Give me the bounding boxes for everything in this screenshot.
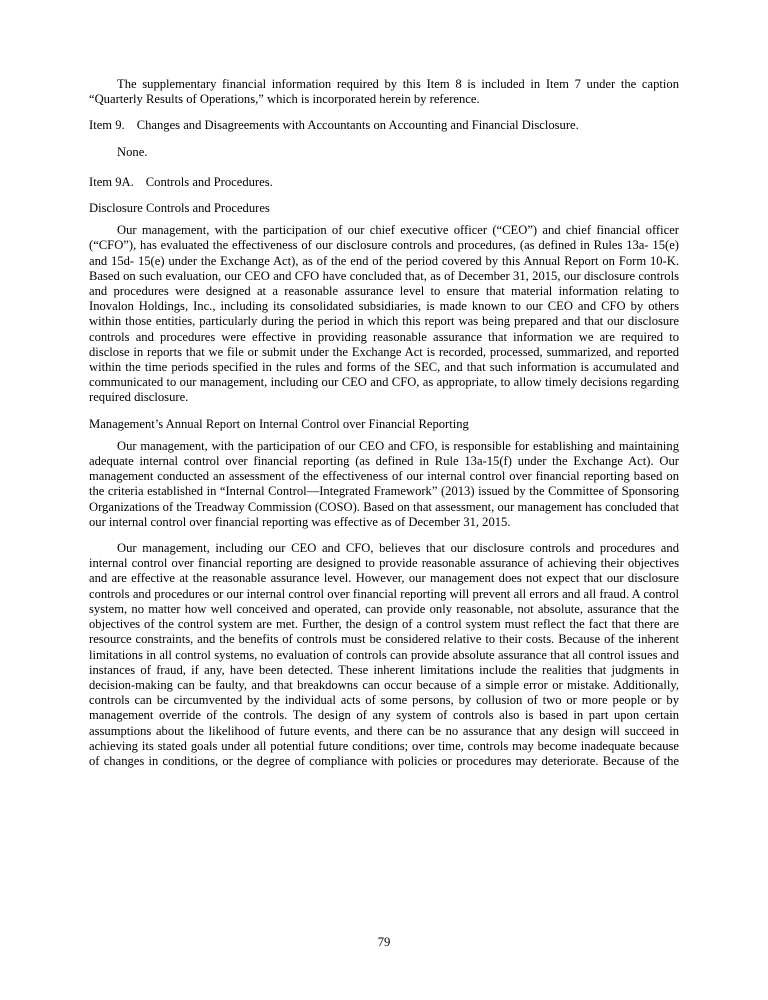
item-9-title: Changes and Disagreements with Accountants on Accounting and Financial Disclosure. [136, 118, 579, 133]
item-9a-title: Controls and Procedures. [145, 174, 273, 189]
item-9-label: Item 9. [89, 118, 125, 133]
disclosure-controls-heading: Disclosure Controls and Procedures [89, 201, 270, 216]
page-number: 79 [377, 934, 391, 949]
item-9-heading [89, 118, 679, 133]
management-report-paragraph-1: Our management, with the participation of our CEO and CFO, is responsible for establishing and maintaining adequate internal control over financial reporting (as defined in Rule 13a-15(f) under the Exchange Act). Our management conducted an assessment of the effectiveness of our internal control over financial reporting based on the criteria established in “Internal Control—Integrated Framework” (2013) issued by the Committee of Sponsoring Organizations of the Treadway Commission (COSO). Based on that assessment, our management has concluded that our internal control over financial reporting was effective as of December 31, 2015. [89, 438, 679, 529]
item-9-none-paragraph: None. [117, 144, 148, 159]
page-content [89, 77, 679, 769]
intro-paragraph: The supplementary financial information required by this Item 8 is included in Item 7 under the caption “Quarterly Results of Operations,” which is incorporated herein by reference. [89, 77, 679, 107]
item-9a-heading [89, 175, 679, 190]
management-report-paragraph-2: Our management, including our CEO and CFO, believes that our disclosure controls and procedures and internal control over financial reporting are designed to provide reasonable assurance of achieving their objectives and are effective at the reasonable assurance level. However, our management does not expect that our disclosure controls and procedures or our internal control over financial reporting will prevent all errors and all fraud. A control system, no matter how well conceived and operated, can provide only reasonable, not absolute, assurance that the objectives of the control system are met. Further, the design of a control system must reflect the fact that there are resource constraints, and the benefits of controls must be considered relative to their costs. Because of the inherent limitations in all control systems, no evaluation of controls can provide absolute assurance that all control issues and instances of fraud, if any, have been detected. These inherent limitations include the realities that judgments in decision-making can be faulty, and that breakdowns can occur because of a simple error or mistake. Additionally, controls can be circumvented by the individual acts of some persons, by collusion of two or more people or by management override of the controls. The design of any system of controls also is based in part upon certain assumptions about the likelihood of future events, and there can be no assurance that any design will succeed in achieving its stated goals under all potential future conditions; over time, controls may become inadequate because of changes in conditions, or the degree of compliance with policies or procedures may deteriorate. Because of the [89, 541, 679, 768]
item-9a-label: Item 9A. [89, 174, 134, 189]
disclosure-controls-paragraph: Our management, with the participation of our chief executive officer (“CEO”) and chief financial officer (“CFO”), has evaluated the effectiveness of our disclosure controls and procedures, (as defined in Rules 13a- 15(e) and 15d- 15(e) under the Exchange Act), as of the end of the period covered by this Annual Report on Form 10-K. Based on such evaluation, our CEO and CFO have concluded that, as of December 31, 2015, our disclosure controls and procedures were designed at a reasonable assurance level to ensure that material information relating to Inovalon Holdings, Inc., including its consolidated subsidiaries, is made known to our CEO and CFO by others within those entities, particularly during the period in which this report was being prepared and that our disclosure controls and procedures were effective in providing reasonable assurance that information we are required to disclose in reports that we file or submit under the Exchange Act is recorded, processed, summarized, and reported within the time periods specified in the rules and forms of the SEC, and that such information is accumulated and communicated to our management, including our CEO and CFO, as appropriate, to allow timely decisions regarding required disclosure. [89, 223, 679, 405]
management-report-heading: Management’s Annual Report on Internal Control over Financial Reporting [89, 416, 469, 431]
